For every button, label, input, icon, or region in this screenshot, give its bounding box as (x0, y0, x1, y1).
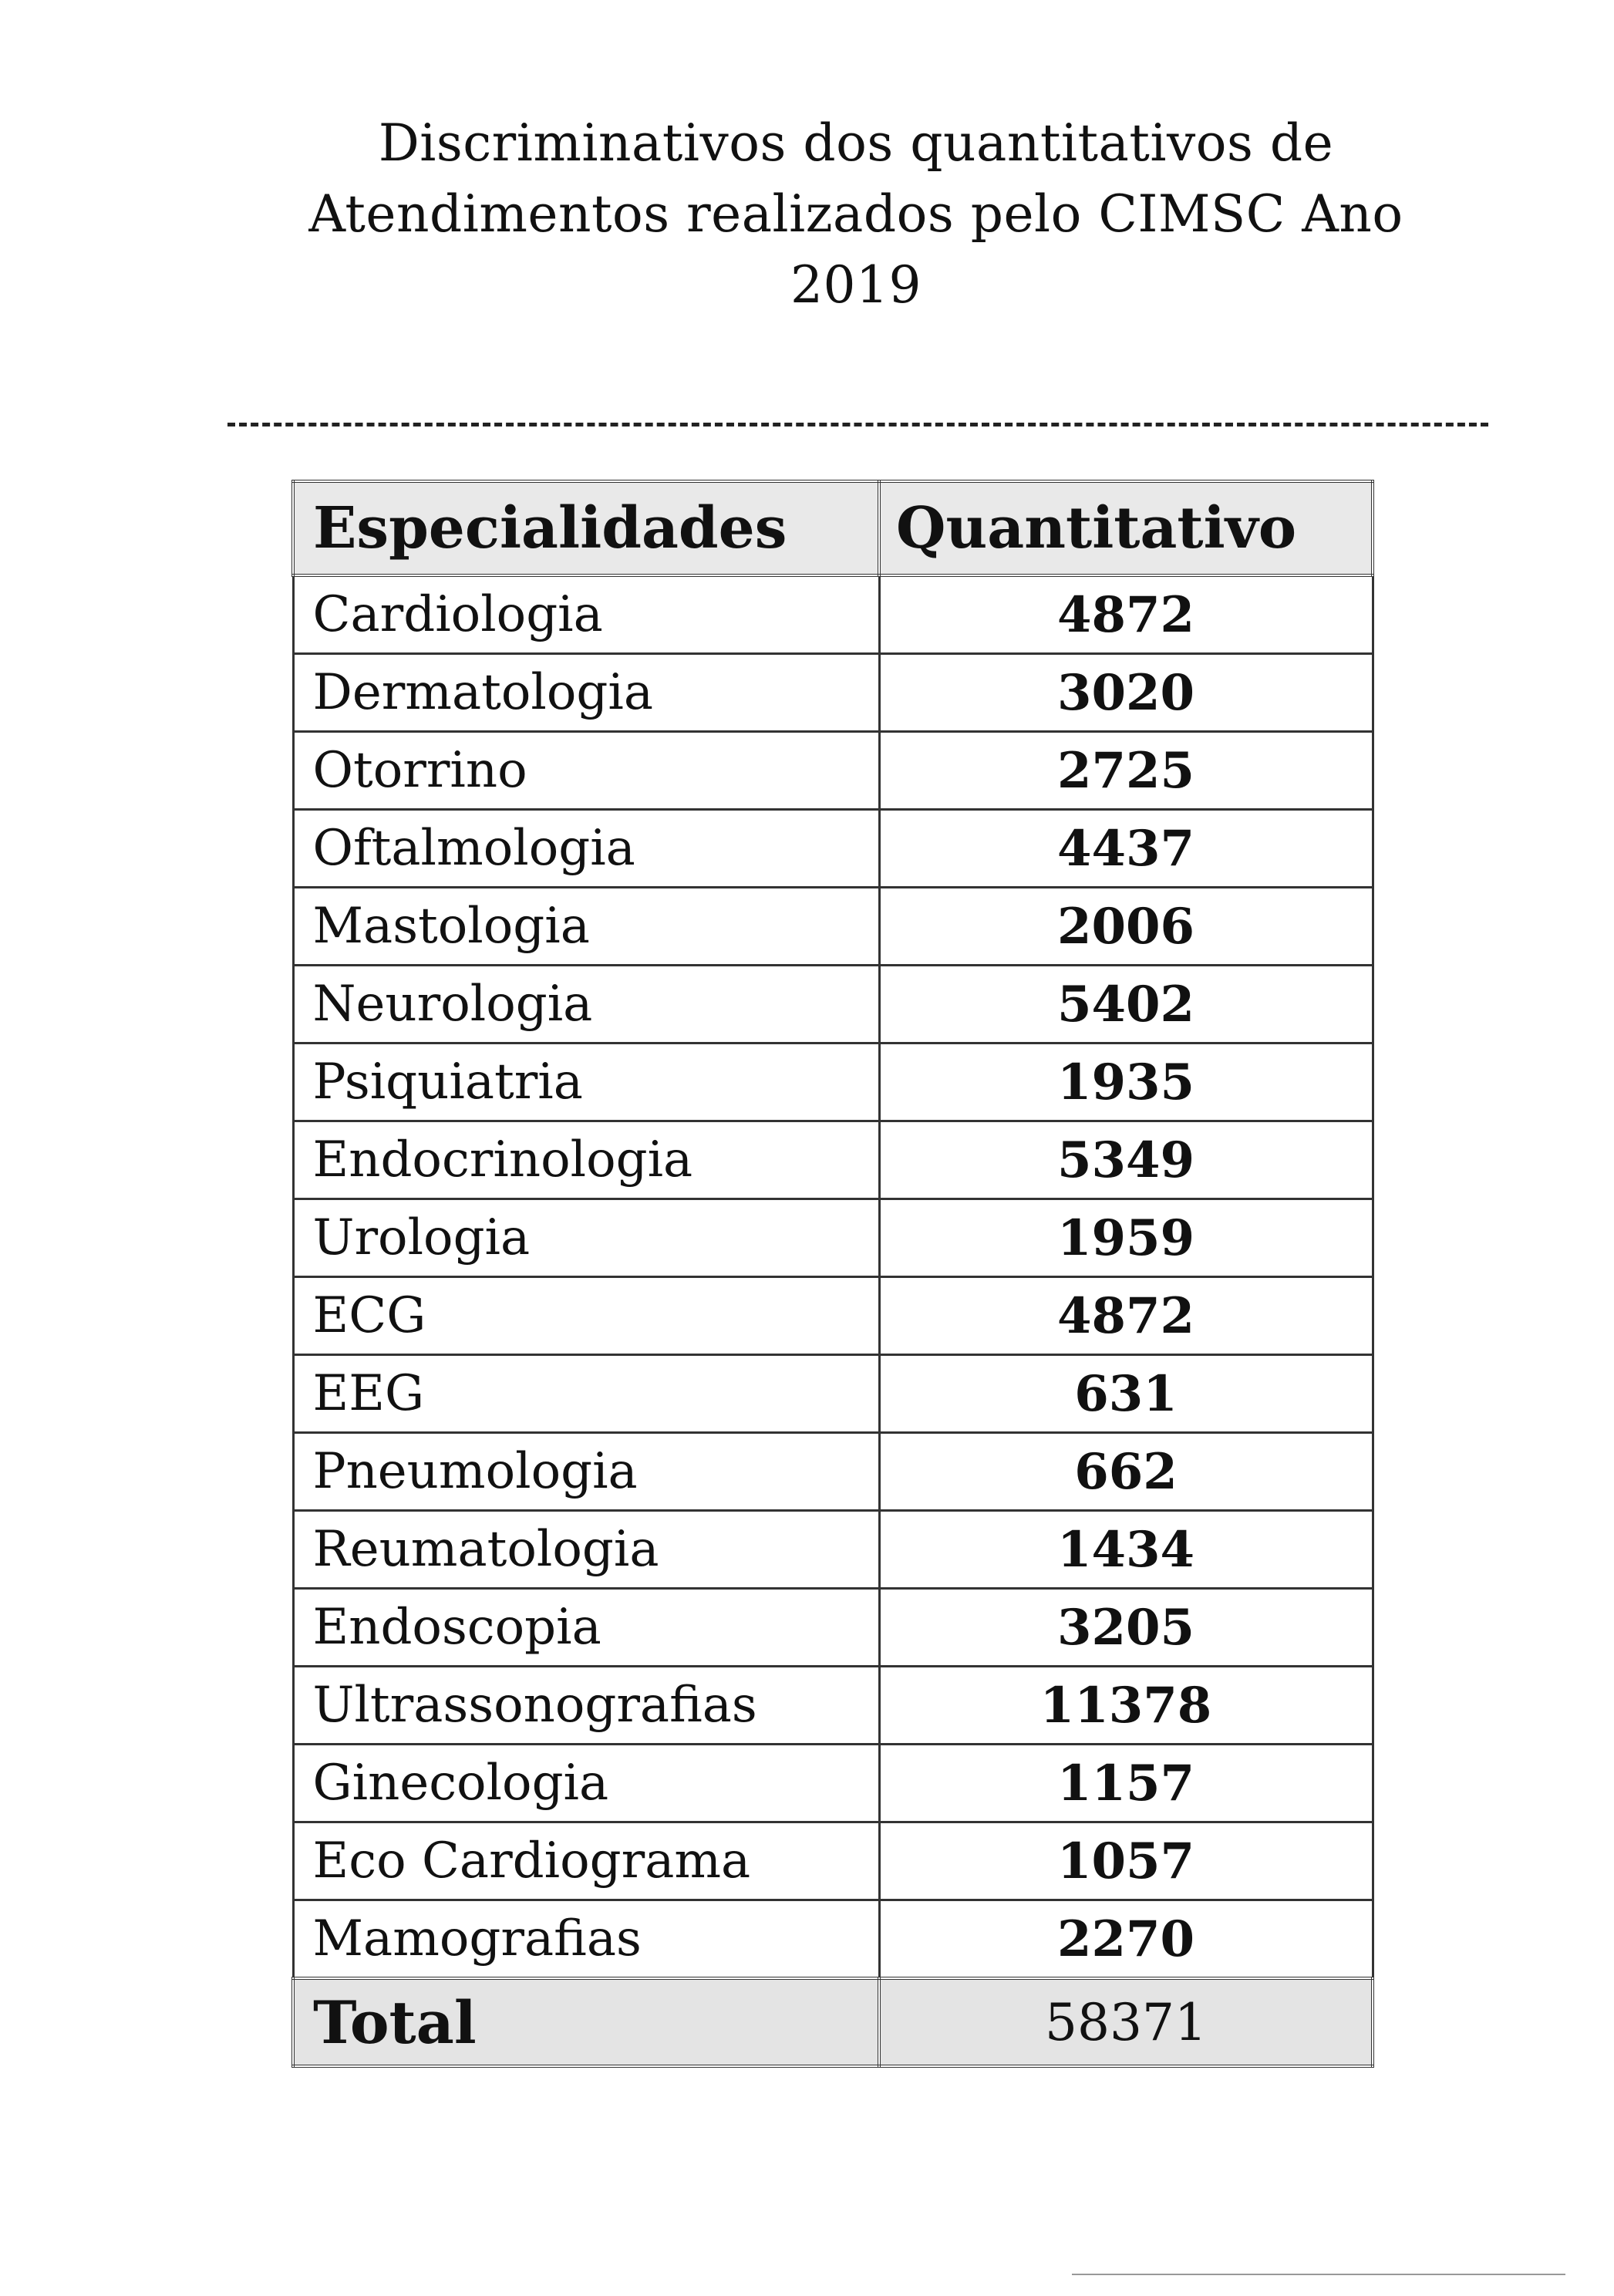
specialty-quantity: 5349 (879, 1121, 1373, 1199)
specialty-quantity: 2725 (879, 732, 1373, 810)
specialty-name: Pneumologia (293, 1433, 879, 1511)
specialty-quantity: 1959 (879, 1199, 1373, 1277)
header-quantitativo: Quantitativo (879, 481, 1373, 575)
specialty-name: Eco Cardiograma (293, 1822, 879, 1900)
table-row (293, 654, 1373, 732)
table-row (293, 732, 1373, 810)
table-row (293, 1745, 1373, 1822)
specialty-quantity: 1057 (879, 1822, 1373, 1900)
specialty-name: ECG (293, 1277, 879, 1355)
specialty-quantity: 1434 (879, 1511, 1373, 1589)
specialties-table (291, 480, 1374, 2068)
title-line-1: Discriminativos dos quantitativos de (378, 113, 1334, 173)
table-row (293, 810, 1373, 888)
bottom-edge-line (1072, 2274, 1565, 2275)
specialty-quantity: 1157 (879, 1745, 1373, 1822)
specialty-name: Reumatologia (293, 1511, 879, 1589)
table-row (293, 1433, 1373, 1511)
table-row (293, 1589, 1373, 1667)
table-row (293, 1355, 1373, 1433)
specialty-quantity: 2006 (879, 888, 1373, 966)
table-row (293, 1043, 1373, 1121)
specialty-name: Otorrino (293, 732, 879, 810)
specialty-name: Urologia (293, 1199, 879, 1277)
specialty-quantity: 4872 (879, 1277, 1373, 1355)
specialty-name: Endoscopia (293, 1589, 879, 1667)
table-header-row (293, 481, 1373, 575)
title-line-3: 2019 (790, 255, 922, 315)
specialties-table-container (291, 480, 1371, 2068)
title-line-2: Atendimentos realizados pelo CIMSC Ano (308, 184, 1403, 244)
table-row (293, 888, 1373, 966)
dashed-separator (227, 423, 1488, 426)
specialty-quantity: 2270 (879, 1900, 1373, 1979)
table-row (293, 1511, 1373, 1589)
specialty-quantity: 3205 (879, 1589, 1373, 1667)
specialty-name: Neurologia (293, 966, 879, 1043)
specialty-quantity: 4872 (879, 575, 1373, 654)
total-label: Total (293, 1978, 879, 2066)
specialty-quantity: 5402 (879, 966, 1373, 1043)
specialty-quantity: 631 (879, 1355, 1373, 1433)
table-row (293, 1199, 1373, 1277)
specialty-name: EEG (293, 1355, 879, 1433)
specialty-name: Mamografias (293, 1900, 879, 1979)
table-row (293, 1822, 1373, 1900)
specialty-quantity: 4437 (879, 810, 1373, 888)
specialty-name: Ultrassonografias (293, 1667, 879, 1745)
specialty-name: Oftalmologia (293, 810, 879, 888)
specialty-quantity: 1935 (879, 1043, 1373, 1121)
specialty-quantity: 11378 (879, 1667, 1373, 1745)
total-row (293, 1978, 1373, 2066)
specialty-name: Dermatologia (293, 654, 879, 732)
document-title (200, 108, 1511, 321)
table-row (293, 1667, 1373, 1745)
specialty-name: Endocrinologia (293, 1121, 879, 1199)
table-row (293, 966, 1373, 1043)
specialty-name: Ginecologia (293, 1745, 879, 1822)
specialty-quantity: 662 (879, 1433, 1373, 1511)
table-row (293, 575, 1373, 654)
header-especialidades: Especialidades (293, 481, 879, 575)
specialty-quantity: 3020 (879, 654, 1373, 732)
specialty-name: Psiquiatria (293, 1043, 879, 1121)
specialty-name: Cardiologia (293, 575, 879, 654)
table-row (293, 1900, 1373, 1979)
table-row (293, 1121, 1373, 1199)
total-quantity: 58371 (879, 1978, 1373, 2066)
table-row (293, 1277, 1373, 1355)
specialty-name: Mastologia (293, 888, 879, 966)
